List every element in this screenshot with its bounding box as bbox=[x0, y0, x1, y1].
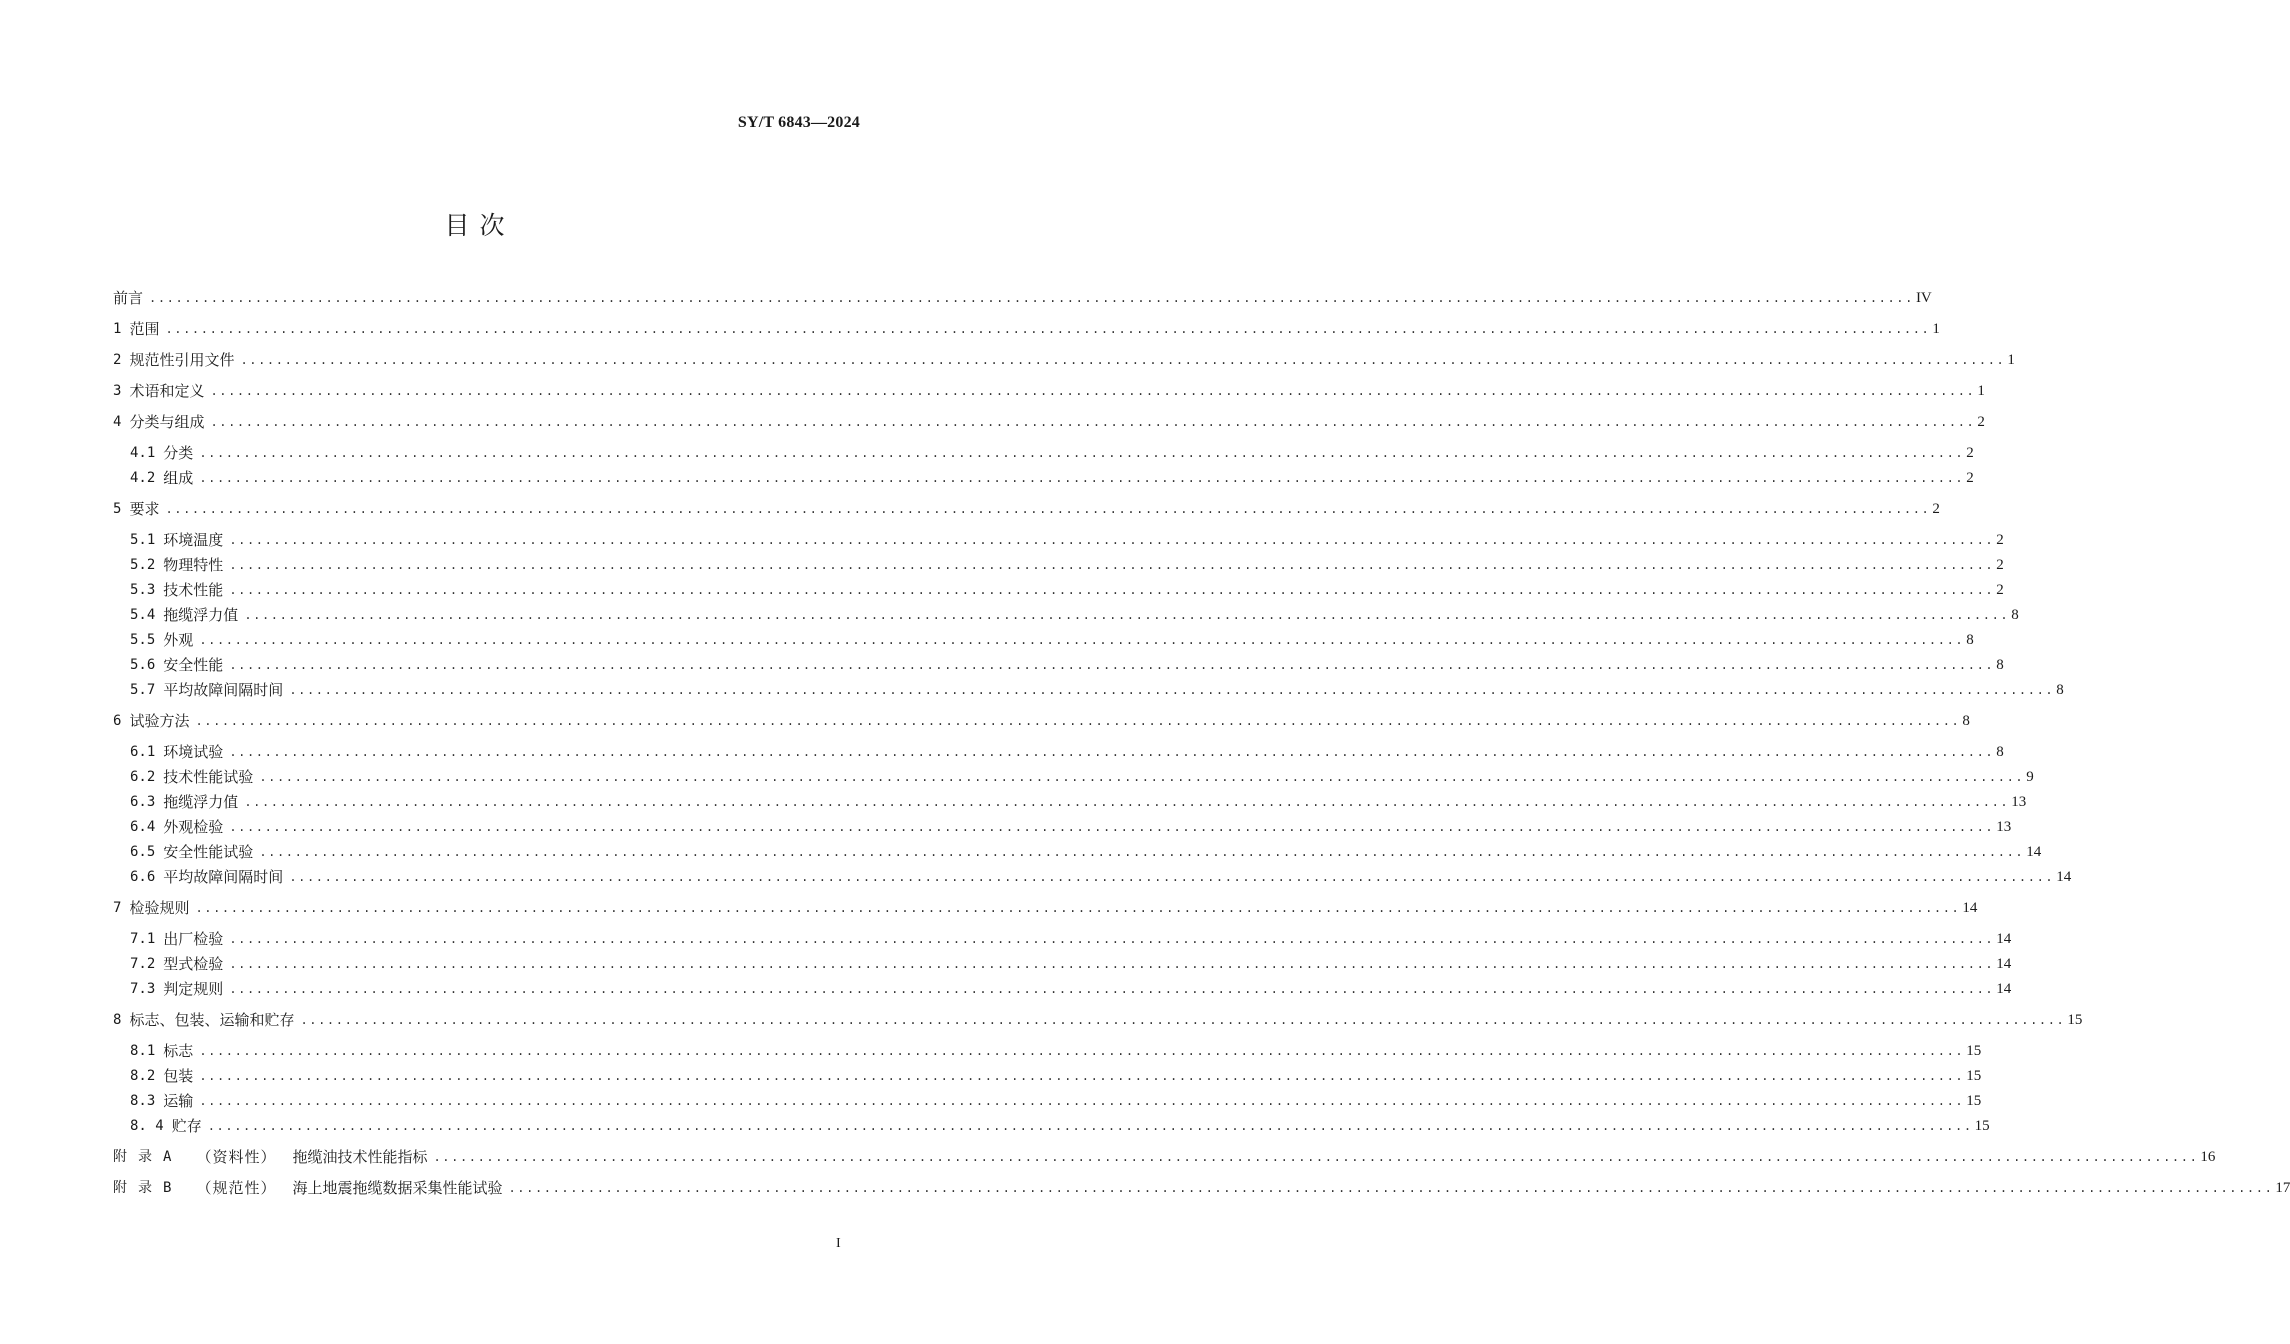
toc-entry-label: 出厂检验 bbox=[163, 930, 224, 948]
toc-entry-number: 6.3 bbox=[130, 794, 156, 810]
toc-entry-number: 6.1 bbox=[130, 744, 156, 760]
toc-entry-label: 外观检验 bbox=[163, 818, 224, 836]
toc-entry-label: 环境试验 bbox=[163, 743, 224, 761]
toc-entry[interactable] bbox=[130, 952, 2012, 976]
dot-leader: ........................................................................................................................................................................................................ bbox=[199, 1069, 1965, 1083]
toc-entry[interactable] bbox=[130, 977, 2012, 1001]
toc-entry-label: 平均故障间隔时间 bbox=[163, 868, 284, 886]
toc-entry-page: 8 bbox=[1996, 744, 2004, 760]
toc-entry-label: 判定规则 bbox=[163, 980, 224, 998]
page-number: I bbox=[836, 1236, 841, 1251]
toc-entry-number: 7.1 bbox=[130, 931, 156, 947]
toc-entry-number: 8.2 bbox=[130, 1068, 156, 1084]
toc-entry-label: 外观 bbox=[163, 631, 194, 649]
dot-leader: ........................................................................................................................................................................................................ bbox=[229, 745, 1995, 759]
toc-entry-page: 2 bbox=[1966, 470, 1974, 486]
dot-leader: ........................................................................................................................................................................................................ bbox=[229, 982, 1995, 996]
toc-entry[interactable] bbox=[130, 740, 2004, 764]
toc-entry-page: 8 bbox=[1996, 657, 2004, 673]
toc-entry-number: 5.4 bbox=[130, 607, 156, 623]
dot-leader: ........................................................................................................................................................................................................ bbox=[244, 608, 2010, 622]
toc-entry[interactable] bbox=[130, 840, 2042, 864]
toc-entry[interactable] bbox=[113, 410, 1985, 434]
dot-leader: ........................................................................................................................................................................................................ bbox=[229, 533, 1995, 547]
toc-entry-page: 15 bbox=[1966, 1093, 1982, 1109]
toc-entry-page: 14 bbox=[1996, 931, 2012, 947]
toc-entry[interactable] bbox=[113, 1008, 2083, 1032]
toc-entry[interactable] bbox=[130, 815, 2012, 839]
toc-entry-page: IV bbox=[1915, 290, 1932, 306]
toc-entry-number: 6.2 bbox=[130, 769, 156, 785]
toc-entry-label: 运输 bbox=[163, 1092, 194, 1110]
toc-entry-label: 环境温度 bbox=[163, 531, 224, 549]
toc-entry-label: 试验方法 bbox=[129, 712, 190, 730]
toc-entry-label: 技术性能 bbox=[163, 581, 224, 599]
toc-entry-label: 拖缆浮力值 bbox=[163, 606, 239, 624]
toc-entry-label: 拖缆浮力值 bbox=[163, 793, 239, 811]
toc-entry-number: 4.2 bbox=[130, 470, 156, 486]
toc-entry-label: 拖缆油技术性能指标 bbox=[292, 1148, 428, 1166]
toc-entry[interactable] bbox=[130, 578, 2004, 602]
toc-entry-number: 7.3 bbox=[130, 981, 156, 997]
dot-leader: ........................................................................................................................................................................................................ bbox=[229, 658, 1995, 672]
dot-leader: ........................................................................................................................................................................................................ bbox=[240, 353, 2006, 367]
dot-leader: ........................................................................................................................................................................................................ bbox=[199, 1094, 1965, 1108]
toc-entry[interactable] bbox=[130, 790, 2027, 814]
dot-leader: ........................................................................................................................................................................................................ bbox=[229, 558, 1995, 572]
toc-entry[interactable] bbox=[113, 896, 1978, 920]
toc-entry-number: 5.1 bbox=[130, 532, 156, 548]
appendix-entry[interactable] bbox=[113, 1145, 2216, 1169]
dot-leader: ........................................................................................................................................................................................................ bbox=[229, 957, 1995, 971]
toc-entry-page: 9 bbox=[2026, 769, 2034, 785]
toc-entry-page: 13 bbox=[2011, 794, 2027, 810]
dot-leader: ........................................................................................................................................................................................................ bbox=[199, 471, 1965, 485]
toc-entry-page: 15 bbox=[2067, 1012, 2083, 1028]
toc-entry-number: 6 bbox=[113, 713, 122, 729]
dot-leader: ........................................................................................................................................................................................................ bbox=[300, 1013, 2066, 1027]
toc-entry-number: 附录A bbox=[113, 1149, 183, 1165]
toc-entry-number: 6.4 bbox=[130, 819, 156, 835]
toc-entry-page: 1 bbox=[2007, 352, 2015, 368]
toc-entry[interactable] bbox=[130, 1039, 1982, 1063]
appendix-kind: （资料性） bbox=[196, 1148, 277, 1166]
toc-entry-page: 14 bbox=[1996, 956, 2012, 972]
toc-entry-number: 5.5 bbox=[130, 632, 156, 648]
dot-leader: ........................................................................................................................................................................................................ bbox=[289, 683, 2055, 697]
toc-entry-label: 分类与组成 bbox=[129, 413, 205, 431]
toc-entry-label: 组成 bbox=[163, 469, 194, 487]
dot-leader: ........................................................................................................................................................................................................ bbox=[199, 446, 1965, 460]
dot-leader: ........................................................................................................................................................................................................ bbox=[433, 1150, 2199, 1164]
toc-entry-page: 8 bbox=[1966, 632, 1974, 648]
toc-entry-label: 安全性能试验 bbox=[163, 843, 254, 861]
toc-entry-number: 3 bbox=[113, 383, 122, 399]
appendix-kind: （规范性） bbox=[196, 1179, 277, 1197]
toc-entry-number: 7 bbox=[113, 900, 122, 916]
toc-entry[interactable] bbox=[130, 528, 2004, 552]
toc-entry[interactable] bbox=[130, 927, 2012, 951]
toc-entry-label: 标志 bbox=[163, 1042, 194, 1060]
toc-entry-page: 2 bbox=[1996, 557, 2004, 573]
toc-entry-label: 技术性能试验 bbox=[163, 768, 254, 786]
toc-entry-page: 14 bbox=[2026, 844, 2042, 860]
toc-entry-number: 5.7 bbox=[130, 682, 156, 698]
dot-leader: ........................................................................................................................................................................................................ bbox=[289, 870, 2055, 884]
toc-entry-page: 15 bbox=[1966, 1043, 1982, 1059]
toc-entry-label: 海上地震拖缆数据采集性能试验 bbox=[292, 1179, 503, 1197]
dot-leader: ........................................................................................................................................................................................................ bbox=[259, 770, 2025, 784]
toc-entry-label: 物理特性 bbox=[163, 556, 224, 574]
toc-entry-label: 贮存 bbox=[171, 1117, 202, 1135]
toc-entry-number: 5.3 bbox=[130, 582, 156, 598]
toc-entry-label: 规范性引用文件 bbox=[129, 351, 235, 369]
toc-entry-page: 17 bbox=[2275, 1180, 2290, 1196]
toc-entry-page: 14 bbox=[2056, 869, 2072, 885]
dot-leader: ........................................................................................................................................................................................................ bbox=[229, 932, 1995, 946]
toc-entry[interactable] bbox=[113, 286, 1932, 310]
toc-entry-number: 5.6 bbox=[130, 657, 156, 673]
toc-entry-page: 2 bbox=[1996, 532, 2004, 548]
toc-entry[interactable] bbox=[130, 553, 2004, 577]
dot-leader: ........................................................................................................................................................................................................ bbox=[229, 583, 1995, 597]
toc-entry[interactable] bbox=[130, 1114, 1990, 1138]
dot-leader: ........................................................................................................................................................................................................ bbox=[165, 322, 1931, 336]
toc-entry-number: 7.2 bbox=[130, 956, 156, 972]
toc-entry-number: 2 bbox=[113, 352, 122, 368]
toc-entry-page: 15 bbox=[1974, 1118, 1990, 1134]
toc-entry-page: 14 bbox=[1962, 900, 1978, 916]
toc-entry-number: 4.1 bbox=[130, 445, 156, 461]
toc-entry[interactable] bbox=[130, 653, 2004, 677]
toc-entry-number: 8. 4 bbox=[130, 1118, 164, 1134]
toc-entry-label: 术语和定义 bbox=[129, 382, 205, 400]
toc-entry[interactable] bbox=[113, 497, 1940, 521]
toc-entry[interactable] bbox=[130, 1064, 1982, 1088]
toc-entry-number: 8 bbox=[113, 1012, 122, 1028]
toc-entry-label: 型式检验 bbox=[163, 955, 224, 973]
standard-code: SY/T 6843—2024 bbox=[737, 114, 860, 131]
toc-entry[interactable] bbox=[130, 628, 1974, 652]
toc-entry-number: 8.1 bbox=[130, 1043, 156, 1059]
appendix-entry[interactable] bbox=[113, 1176, 2290, 1200]
dot-leader: ........................................................................................................................................................................................................ bbox=[195, 901, 1961, 915]
toc-entry-label: 范围 bbox=[129, 320, 160, 338]
toc-entry[interactable] bbox=[130, 603, 2019, 627]
dot-leader: ........................................................................................................................................................................................................ bbox=[259, 845, 2025, 859]
toc-entry-label: 前言 bbox=[113, 289, 144, 307]
toc-entry-label: 检验规则 bbox=[129, 899, 190, 917]
toc-entry-number: 5.2 bbox=[130, 557, 156, 573]
toc-entry[interactable] bbox=[130, 765, 2034, 789]
toc-entry-label: 包装 bbox=[163, 1067, 194, 1085]
toc-entry[interactable] bbox=[113, 709, 1970, 733]
toc-entry-page: 16 bbox=[2200, 1149, 2216, 1165]
dot-leader: ........................................................................................................................................................................................................ bbox=[244, 795, 2010, 809]
toc-entry-label: 标志、包装、运输和贮存 bbox=[129, 1011, 295, 1029]
dot-leader: ........................................................................................................................................................................................................ bbox=[207, 1119, 1973, 1133]
toc-entry-label: 安全性能 bbox=[163, 656, 224, 674]
toc-entry-label: 要求 bbox=[129, 500, 160, 518]
toc-entry-page: 8 bbox=[1962, 713, 1970, 729]
toc-entry[interactable] bbox=[113, 348, 2015, 372]
toc-entry-page: 2 bbox=[1966, 445, 1974, 461]
toc-entry[interactable] bbox=[130, 678, 2064, 702]
page-title: 目 次 bbox=[444, 211, 506, 240]
toc-entry-number: 附录B bbox=[113, 1180, 183, 1196]
dot-leader: ........................................................................................................................................................................................................ bbox=[508, 1181, 2274, 1195]
toc-entry-page: 15 bbox=[1966, 1068, 1982, 1084]
dot-leader: ........................................................................................................................................................................................................ bbox=[199, 1044, 1965, 1058]
toc-entry-label: 分类 bbox=[163, 444, 194, 462]
dot-leader: ........................................................................................................................................................................................................ bbox=[149, 291, 1914, 305]
dot-leader: ........................................................................................................................................................................................................ bbox=[229, 820, 1995, 834]
toc-entry-page: 8 bbox=[2056, 682, 2064, 698]
toc-entry-label: 平均故障间隔时间 bbox=[163, 681, 284, 699]
toc-entry-number: 6.6 bbox=[130, 869, 156, 885]
toc-entry[interactable] bbox=[130, 441, 1974, 465]
toc-entry-number: 4 bbox=[113, 414, 122, 430]
toc-entry-page: 1 bbox=[1977, 383, 1985, 399]
toc-entry-page: 2 bbox=[1932, 501, 1940, 517]
toc-entry-page: 13 bbox=[1996, 819, 2012, 835]
toc-entry-page: 2 bbox=[1996, 582, 2004, 598]
toc-entry[interactable] bbox=[130, 1089, 1982, 1113]
toc-entry-page: 1 bbox=[1932, 321, 1940, 337]
toc-entry-page: 14 bbox=[1996, 981, 2012, 997]
toc-entry-number: 8.3 bbox=[130, 1093, 156, 1109]
toc-entry-number: 1 bbox=[113, 321, 122, 337]
toc-entry[interactable] bbox=[130, 865, 2072, 889]
toc-entry-number: 5 bbox=[113, 501, 122, 517]
dot-leader: ........................................................................................................................................................................................................ bbox=[210, 415, 1976, 429]
dot-leader: ........................................................................................................................................................................................................ bbox=[195, 714, 1961, 728]
toc-entry[interactable] bbox=[130, 466, 1974, 490]
dot-leader: ........................................................................................................................................................................................................ bbox=[199, 633, 1965, 647]
toc-entry-page: 8 bbox=[2011, 607, 2019, 623]
dot-leader: ........................................................................................................................................................................................................ bbox=[165, 502, 1931, 516]
dot-leader: ........................................................................................................................................................................................................ bbox=[210, 384, 1976, 398]
toc-entry[interactable] bbox=[113, 317, 1940, 341]
toc-entry-number: 6.5 bbox=[130, 844, 156, 860]
toc-entry-page: 2 bbox=[1977, 414, 1985, 430]
toc-entry[interactable] bbox=[113, 379, 1985, 403]
